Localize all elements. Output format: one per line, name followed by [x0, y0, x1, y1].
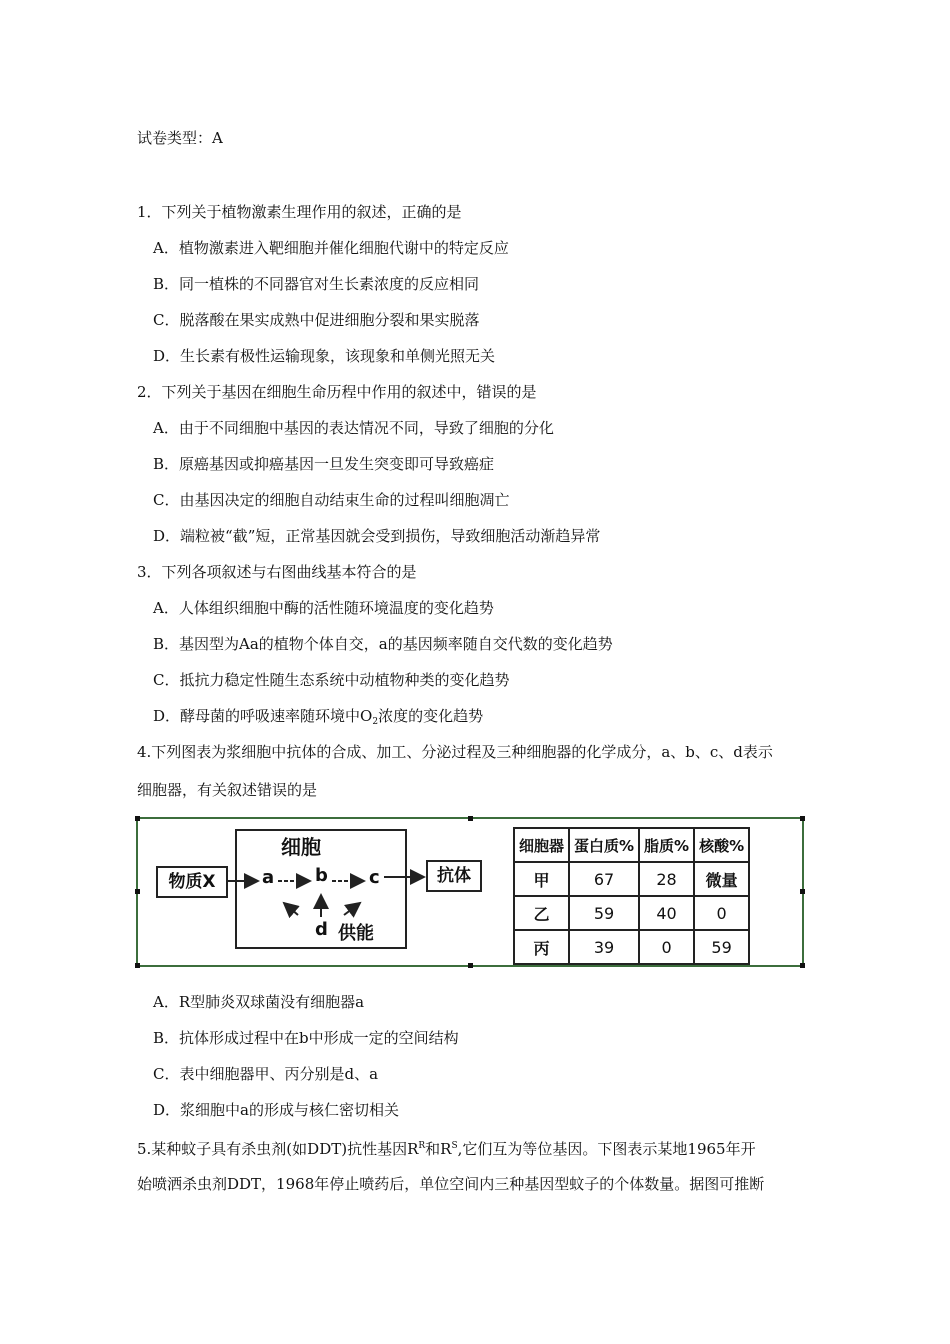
table-row — [514, 862, 749, 896]
resize-handle[interactable] — [800, 889, 805, 894]
resize-handle[interactable] — [135, 816, 140, 821]
question-5-stem-line1: 5.某种蚊子具有杀虫剂(如DDT)抗性基因$R^R$和$R^S$,它们互为等位基因。下图表示某地1965年开 — [137, 1140, 756, 1158]
question-2-option-d: D．端粒被“截”短，正常基因就会受到损伤，导致细胞活动渐趋异常 — [153, 527, 601, 545]
question-4-option-a: A．R型肺炎双球菌没有细胞器a — [153, 993, 365, 1011]
table-header-cell: 蛋白质% — [569, 828, 639, 862]
table-cell: 甲 — [514, 862, 569, 896]
substance-x-box: 物质X — [156, 866, 228, 898]
question-1-stem: 1．下列关于植物激素生理作用的叙述，正确的是 — [137, 203, 462, 221]
question-4-stem-line2: 细胞器，有关叙述错误的是 — [137, 781, 318, 799]
energy-label: 供能 — [338, 923, 374, 944]
resize-handle[interactable] — [800, 963, 805, 968]
question-4-option-d: D．浆细胞中a的形成与核仁密切相关 — [153, 1101, 399, 1119]
resize-handle[interactable] — [135, 889, 140, 894]
question-2-option-a: A．由于不同细胞中基因的表达情况不同，导致了细胞的分化 — [153, 419, 554, 437]
table-cell: 39 — [569, 930, 639, 964]
resize-handle[interactable] — [800, 816, 805, 821]
question-4-stem-line1: 4.下列图表为浆细胞中抗体的合成、加工、分泌过程及三种细胞器的化学成分，a、b、c、d表示 — [137, 743, 773, 761]
organelle-composition-table — [513, 827, 750, 965]
organelle-a-label: a — [262, 867, 275, 888]
question-5-stem-line2: 始喷洒杀虫剂DDT，1968年停止喷药后，单位空间内三种基因型蚊子的个体数量。据图可推断 — [137, 1175, 765, 1193]
organelle-d-label: d — [315, 919, 328, 940]
table-cell: 67 — [569, 862, 639, 896]
question-2-option-b: B．原癌基因或抑癌基因一旦发生突变即可导致癌症 — [153, 455, 495, 473]
resize-handle[interactable] — [468, 963, 473, 968]
table-row — [514, 896, 749, 930]
question-1-option-d: D．生长素有极性运输现象，该现象和单侧光照无关 — [153, 347, 496, 365]
table-header-cell: 核酸% — [694, 828, 749, 862]
table-cell: 乙 — [514, 896, 569, 930]
question-3-stem: 3．下列各项叙述与右图曲线基本符合的是 — [137, 563, 417, 581]
table-cell: 0 — [639, 930, 694, 964]
question-2-option-c: C．由基因决定的细胞自动结束生命的过程叫细胞凋亡 — [153, 491, 510, 509]
cell-label: 细胞 — [281, 835, 321, 859]
question-1-option-a: A．植物激素进入靶细胞并催化细胞代谢中的特定反应 — [153, 239, 509, 257]
table-cell: 丙 — [514, 930, 569, 964]
table-row — [514, 930, 749, 964]
antibody-box: 抗体 — [426, 860, 482, 892]
table-cell: 0 — [694, 896, 749, 930]
table-cell: 28 — [639, 862, 694, 896]
question-3-option-a: A．人体组织细胞中酶的活性随环境温度的变化趋势 — [153, 599, 494, 617]
organelle-b-label: b — [315, 865, 328, 886]
question-1-option-b: B．同一植株的不同器官对生长素浓度的反应相同 — [153, 275, 480, 293]
table-header-row — [514, 828, 749, 862]
table-cell: 微量 — [694, 862, 749, 896]
organelle-figure — [136, 817, 804, 967]
question-3-option-b: B．基因型为Aa的植物个体自交，a的基因频率随自交代数的变化趋势 — [153, 635, 613, 653]
question-3-option-c: C．抵抗力稳定性随生态系统中动植物种类的变化趋势 — [153, 671, 510, 689]
table-cell: 59 — [569, 896, 639, 930]
table-header-cell: 细胞器 — [514, 828, 569, 862]
organelle-c-label: c — [369, 867, 380, 888]
resize-handle[interactable] — [468, 816, 473, 821]
table-cell: 59 — [694, 930, 749, 964]
table-header-cell: 脂质% — [639, 828, 694, 862]
question-2-stem: 2．下列关于基因在细胞生命历程中作用的叙述中，错误的是 — [137, 383, 537, 401]
question-3-option-d: D．酵母菌的呼吸速率随环境中$O_2$浓度的变化趋势 — [153, 707, 484, 727]
paper-type: 试卷类型：A — [137, 129, 223, 147]
question-4-option-c: C．表中细胞器甲、丙分别是d、a — [153, 1065, 379, 1083]
resize-handle[interactable] — [135, 963, 140, 968]
table-cell: 40 — [639, 896, 694, 930]
question-1-option-c: C．脱落酸在果实成熟中促进细胞分裂和果实脱落 — [153, 311, 480, 329]
question-4-option-b: B．抗体形成过程中在b中形成一定的空间结构 — [153, 1029, 459, 1047]
